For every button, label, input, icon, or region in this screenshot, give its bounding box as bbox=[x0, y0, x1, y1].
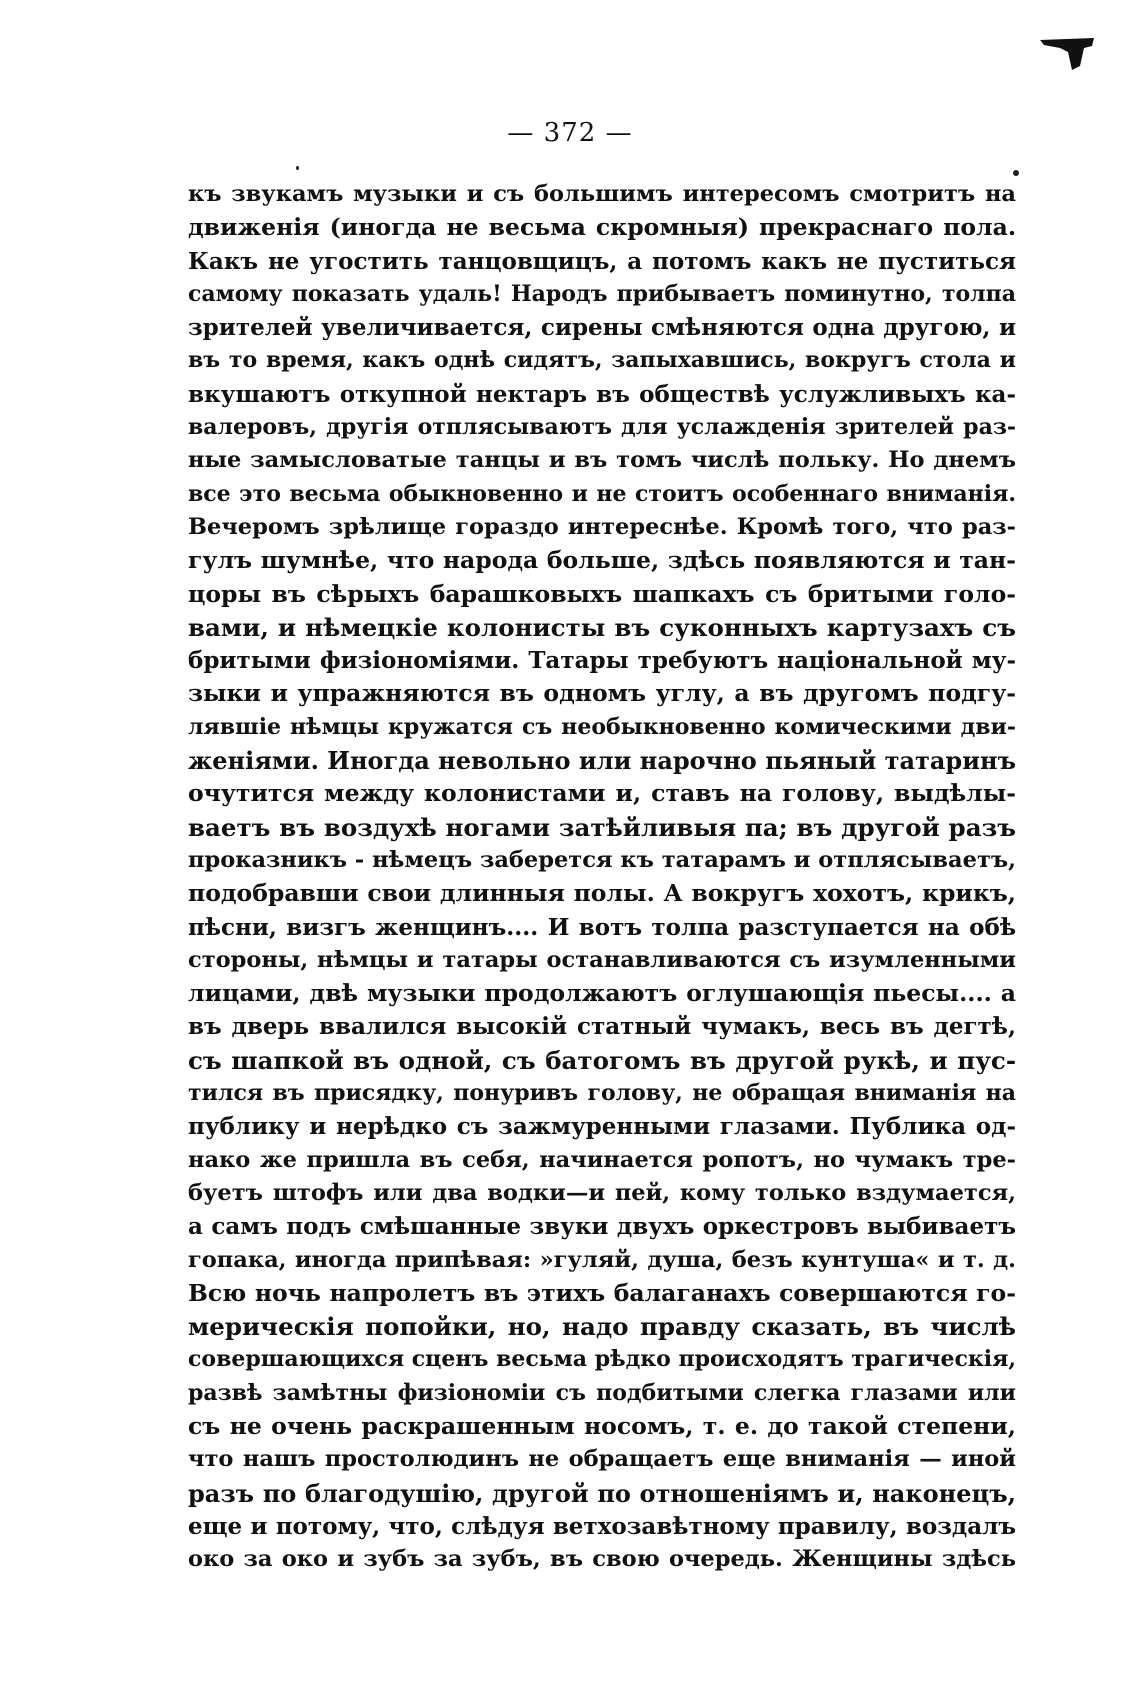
text-line: нако же пришла въ себя, начинается ропотъ, но чумакъ тре- bbox=[188, 1146, 1016, 1173]
text-line: лицами, двѣ музыки продолжаютъ оглушающія пьесы.... а bbox=[188, 979, 1016, 1008]
text-line: проказникъ - нѣмецъ заберется къ татарамъ и отплясываетъ, bbox=[188, 846, 1016, 873]
text-line: пѣсни, визгъ женщинъ.... И вотъ толпа разступается на обѣ bbox=[188, 913, 1016, 941]
text-line: что нашъ простолюдинъ не обращаетъ еще вниманія — иной bbox=[188, 1446, 1016, 1473]
text-line: а самъ подъ смѣшанные звуки двухъ оркестровъ выбиваетъ bbox=[188, 1213, 1016, 1241]
text-line: въ дверь ввалился высокій статный чумакъ, весь въ дегтѣ, bbox=[188, 1013, 1016, 1041]
text-line: все это весьма обыкновенно и не стоитъ особеннаго вниманія. bbox=[188, 480, 1016, 507]
text-line: съ не очень раскрашенным носомъ, т. е. до такой степени, bbox=[188, 1411, 1016, 1440]
text-line: публику и нерѣдко съ зажмуренными глазами. Публика од- bbox=[188, 1113, 1016, 1141]
ink-speck bbox=[1013, 170, 1019, 176]
text-line: разъ по благодушію, другой по отношеніямъ и, наконецъ, bbox=[188, 1478, 1016, 1508]
page-number: — 372 — bbox=[507, 118, 633, 148]
text-line: валеровъ, другія отплясываютъ для услажденія зрителей раз- bbox=[188, 414, 1016, 441]
text-line: тился въ присядку, понуривъ голову, не обращая вниманія на bbox=[188, 1080, 1016, 1107]
text-line: вкушаютъ откупной нектаръ въ обществѣ услужливыхъ ка- bbox=[188, 380, 1016, 408]
text-line: еще и потому, что, слѣдуя ветхозавѣтному правилу, воздалъ bbox=[188, 1512, 1016, 1540]
text-line: мерическія попойки, но, надо правду сказать, въ числѣ bbox=[188, 1312, 1016, 1342]
text-line: гулъ шумнѣе, что народа больше, здѣсь появляются и тан- bbox=[188, 546, 1016, 575]
text-line: стороны, нѣмцы и татары останавливаются съ изумленными bbox=[188, 946, 1016, 973]
text-line: гопака, иногда припѣвая: »гуляй, душа, безъ кунтуша« и т. д. bbox=[188, 1246, 1016, 1273]
text-line: лявшіе нѣмцы кружатся съ необыкновенно комическими дви- bbox=[188, 713, 1016, 740]
text-line: зрителей увеличивается, сирены смѣняются одна другою, и bbox=[188, 314, 1016, 342]
text-line: цоры въ сѣрыхъ барашковыхъ шапкахъ съ бритыми голо- bbox=[188, 579, 1016, 608]
text-line: совершающихся сценъ весьма рѣдко происходятъ трагическія, bbox=[188, 1346, 1016, 1373]
text-line: очутится между колонистами и, ставъ на голову, выдѣлы- bbox=[188, 779, 1016, 808]
ink-speck bbox=[296, 166, 299, 170]
body-text bbox=[188, 178, 1016, 1576]
text-line: Вечеромъ зрѣлище гораздо интереснѣе. Кромѣ того, что раз- bbox=[188, 513, 1016, 540]
text-line: око за око и зубъ за зубъ, въ свою очередь. Женщины здѣсь bbox=[188, 1546, 1016, 1573]
text-line: бритыми физіономіями. Татары требуютъ національной му- bbox=[188, 647, 1016, 675]
text-line: ные замысловатые танцы и въ томъ числѣ польку. Но днемъ bbox=[188, 447, 1016, 474]
text-line: Какъ не угостить танцовщицъ, а потомъ какъ не пуститься bbox=[188, 247, 1016, 275]
text-line: съ шапкой въ одной, съ батогомъ въ другой рукѣ, и пус- bbox=[188, 1045, 1016, 1075]
text-line: движенія (иногда не весьма скромныя) прекраснаго пола. bbox=[188, 213, 1016, 242]
text-line: къ звукамъ музыки и съ большимъ интересомъ смотритъ на bbox=[188, 181, 1016, 207]
text-line: Всю ночь напролетъ въ этихъ балаганахъ совершаются го- bbox=[188, 1278, 1016, 1307]
text-line: буетъ штофъ или два водки—и пей, кому только вздумается, bbox=[188, 1179, 1016, 1206]
corner-binding-mark bbox=[1040, 36, 1094, 72]
text-line: въ то время, какъ однѣ сидятъ, запыхавшись, вокругъ стола и bbox=[188, 347, 1016, 374]
text-line: зыки и упражняются въ одномъ углу, а въ другомъ подгу- bbox=[188, 679, 1016, 708]
text-line: вами, и нѣмецкіе колонисты въ суконныхъ картузахъ съ bbox=[188, 612, 1016, 642]
text-line: ваетъ въ воздухѣ ногами затѣйливыя па; въ другой разъ bbox=[188, 812, 1016, 842]
text-line: женіями. Иногда невольно или нарочно пьяный татаринъ bbox=[188, 746, 1016, 776]
text-line: самому показать удаль! Народъ прибываетъ поминутно, толпа bbox=[188, 280, 1016, 307]
text-line: развѣ замѣтны физіономіи съ подбитыми слегка глазами или bbox=[188, 1379, 1016, 1406]
text-line: подобравши свои длинныя полы. А вокругъ хохотъ, крикъ, bbox=[188, 879, 1016, 908]
